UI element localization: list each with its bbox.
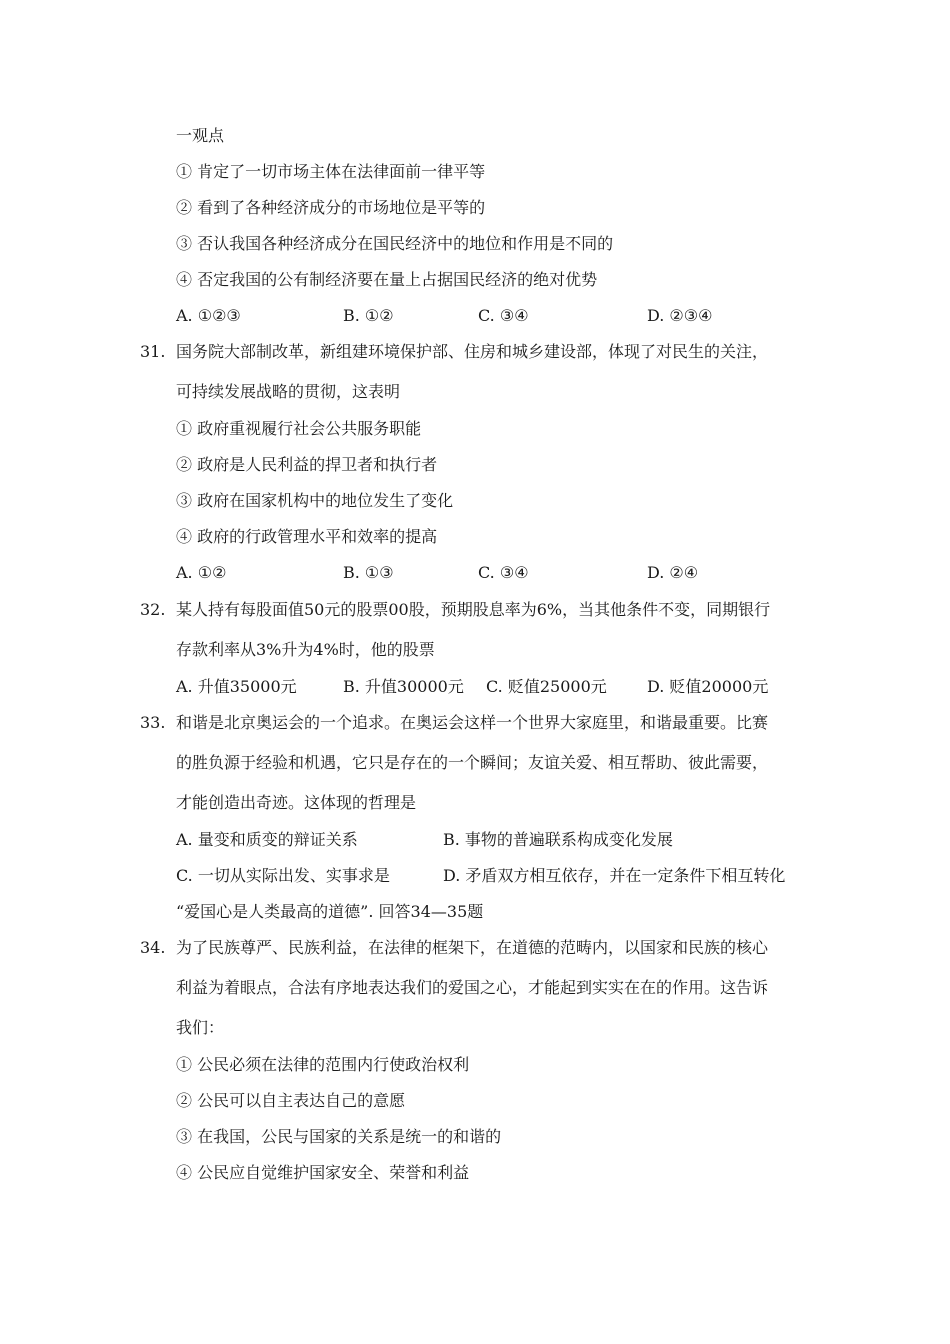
q30-item-3: ③ 否认我国各种经济成分在国民经济中的地位和作用是不同的 — [176, 234, 614, 253]
q34-item-2: ② 公民可以自主表达自己的意愿 — [176, 1091, 406, 1110]
q33-number: 33. — [140, 713, 166, 732]
q33-stem-line-2: 的胜负源于经验和机遇，它只是存在的一个瞬间；友谊关爱、相互帮助、彼此需要， — [176, 753, 769, 772]
q30-option-b: B. ①② — [343, 306, 394, 325]
q33-option-b: B. 事物的普遍联系构成变化发展 — [443, 830, 673, 849]
q31-item-4: ④ 政府的行政管理水平和效率的提高 — [176, 527, 438, 546]
q32-stem-line-2: 存款利率从3%升为4%时，他的股票 — [176, 640, 435, 659]
q34-item-4: ④ 公民应自觉维护国家安全、荣誉和利益 — [176, 1163, 470, 1182]
q34-number: 34. — [140, 938, 166, 957]
q30-stem-tail: 一观点 — [176, 126, 225, 145]
q31-option-c: C. ③④ — [478, 563, 529, 582]
q30-item-4: ④ 否定我国的公有制经济要在量上占据国民经济的绝对优势 — [176, 270, 598, 289]
q32-number: 32. — [140, 600, 166, 619]
q33-option-d: D. 矛盾双方相互依存，并在一定条件下相互转化 — [443, 866, 786, 885]
q30-item-1: ① 肯定了一切市场主体在法律面前一律平等 — [176, 162, 486, 181]
q31-stem-line-1: 国务院大部制改革，新组建环境保护部、住房和城乡建设部，体现了对民生的关注， — [176, 342, 769, 361]
q31-stem-line-2: 可持续发展战略的贯彻，这表明 — [176, 382, 401, 401]
q31-option-a: A. ①② — [176, 563, 227, 582]
q32-stem-line-1: 某人持有每股面值50元的股票00股，预期股息率为6%，当其他条件不变，同期银行 — [176, 600, 771, 619]
q32-option-d: D. 贬值20000元 — [647, 677, 769, 696]
q30-option-c: C. ③④ — [478, 306, 529, 325]
q32-option-b: B. 升值30000元 — [343, 677, 464, 696]
group-intro-34-35: “爱国心是人类最高的道德”. 回答34—35题 — [176, 902, 484, 921]
q31-item-1: ① 政府重视履行社会公共服务职能 — [176, 419, 422, 438]
q31-item-2: ② 政府是人民利益的捍卫者和执行者 — [176, 455, 438, 474]
q33-stem-line-1: 和谐是北京奥运会的一个追求。在奥运会这样一个世界大家庭里，和谐最重要。比赛 — [176, 713, 769, 732]
q32-option-c: C. 贬值25000元 — [486, 677, 607, 696]
q34-stem-line-1: 为了民族尊严、民族利益，在法律的框架下，在道德的范畴内，以国家和民族的核心 — [176, 938, 769, 957]
q30-option-d: D. ②③④ — [647, 306, 713, 325]
q30-option-a: A. ①②③ — [176, 306, 241, 325]
q33-option-c: C. 一切从实际出发、实事求是 — [176, 866, 390, 885]
q31-option-d: D. ②④ — [647, 563, 699, 582]
q31-option-b: B. ①③ — [343, 563, 394, 582]
q34-item-1: ① 公民必须在法律的范围内行使政治权利 — [176, 1055, 470, 1074]
q34-item-3: ③ 在我国，公民与国家的关系是统一的和谐的 — [176, 1127, 502, 1146]
q34-stem-line-2: 利益为着眼点，合法有序地表达我们的爱国之心，才能起到实实在在的作用。这告诉 — [176, 978, 769, 997]
q32-option-a: A. 升值35000元 — [176, 677, 297, 696]
q31-number: 31. — [140, 342, 166, 361]
q33-stem-line-3: 才能创造出奇迹。这体现的哲理是 — [176, 793, 417, 812]
q33-option-a: A. 量变和质变的辩证关系 — [176, 830, 358, 849]
q34-stem-line-3: 我们： — [176, 1018, 225, 1037]
q30-item-2: ② 看到了各种经济成分的市场地位是平等的 — [176, 198, 486, 217]
q31-item-3: ③ 政府在国家机构中的地位发生了变化 — [176, 491, 454, 510]
